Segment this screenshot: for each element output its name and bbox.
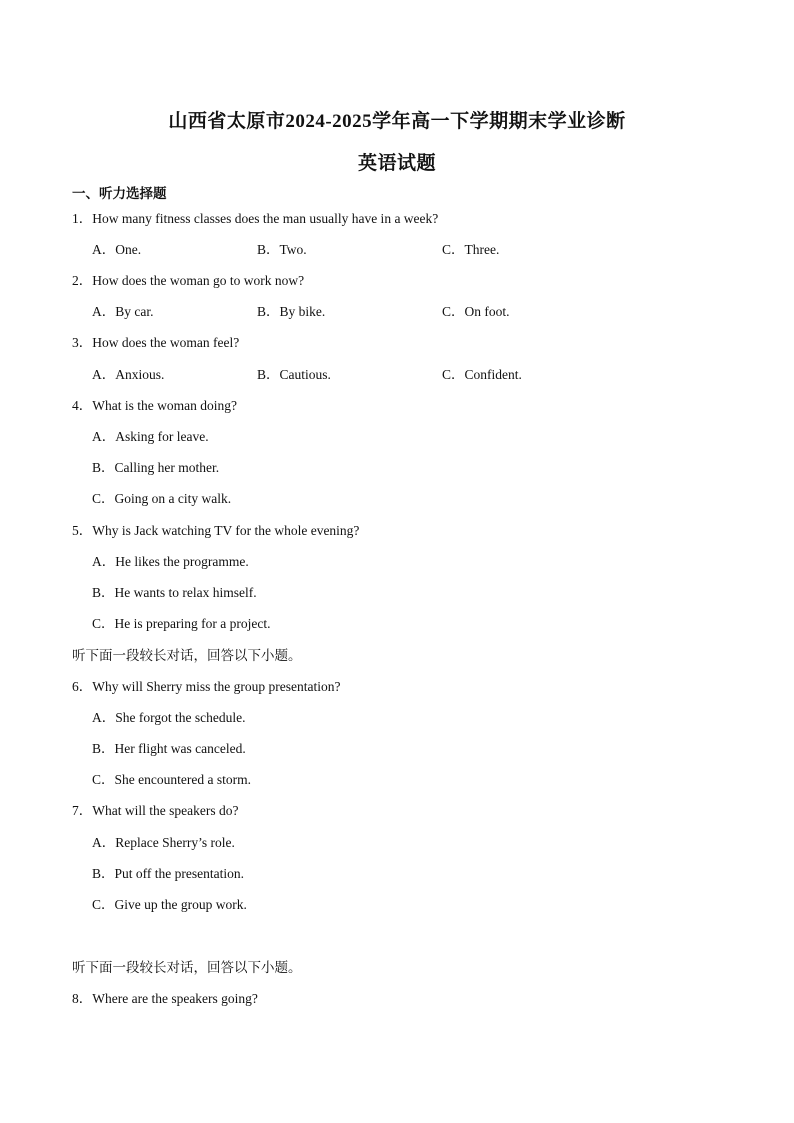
section-heading: 一、听力选择题 [72, 186, 167, 201]
option-b: B．By bike. [257, 304, 326, 319]
option-a: A．She forgot the schedule. [92, 710, 246, 725]
question-5: 5．Why is Jack watching TV for the whole evening? [72, 523, 360, 538]
question-8: 8．Where are the speakers going? [72, 991, 258, 1006]
option-b: B．Put off the presentation. [92, 866, 244, 881]
option-b: B．Cautious. [257, 367, 331, 382]
question-1-options [0, 238, 794, 258]
question-3-options [0, 363, 794, 383]
option-c: C．Going on a city walk. [92, 491, 232, 506]
option-a: A．By car. [92, 304, 154, 319]
question-2-options [0, 300, 794, 320]
listening-instruction: 听下面一段较长对话，回答以下小题。 [72, 960, 302, 975]
option-a: A．Anxious. [92, 367, 165, 382]
option-a: A．Asking for leave. [92, 429, 209, 444]
option-a: A．Replace Sherry’s role. [92, 835, 235, 850]
listening-instruction: 听下面一段较长对话，回答以下小题。 [72, 648, 302, 663]
option-c: C．She encountered a storm. [92, 772, 251, 787]
option-b: B．Two. [257, 242, 307, 257]
option-b: B．Calling her mother. [92, 460, 220, 475]
option-c: C．Give up the group work. [92, 897, 247, 912]
page-subtitle: 英语试题 [357, 153, 436, 174]
question-3: 3．How does the woman feel? [72, 335, 240, 350]
option-a: A．He likes the programme. [92, 554, 249, 569]
question-1: 1．How many fitness classes does the man usually have in a week? [72, 211, 439, 226]
option-a: A．One. [92, 242, 142, 257]
option-b: B．Her flight was canceled. [92, 741, 246, 756]
question-6: 6．Why will Sherry miss the group presentation? [72, 679, 341, 694]
question-7: 7．What will the speakers do? [72, 803, 239, 818]
option-c: C．Three. [442, 242, 500, 257]
option-b: B．He wants to relax himself. [92, 585, 257, 600]
option-c: C．He is preparing for a project. [92, 616, 271, 631]
page-title: 山西省太原市2024-2025学年高一下学期期末学业诊断 [168, 111, 626, 132]
option-c: C．On foot. [442, 304, 510, 319]
question-4: 4．What is the woman doing? [72, 398, 237, 413]
question-2: 2．How does the woman go to work now? [72, 273, 305, 288]
option-c: C．Confident. [442, 367, 522, 382]
